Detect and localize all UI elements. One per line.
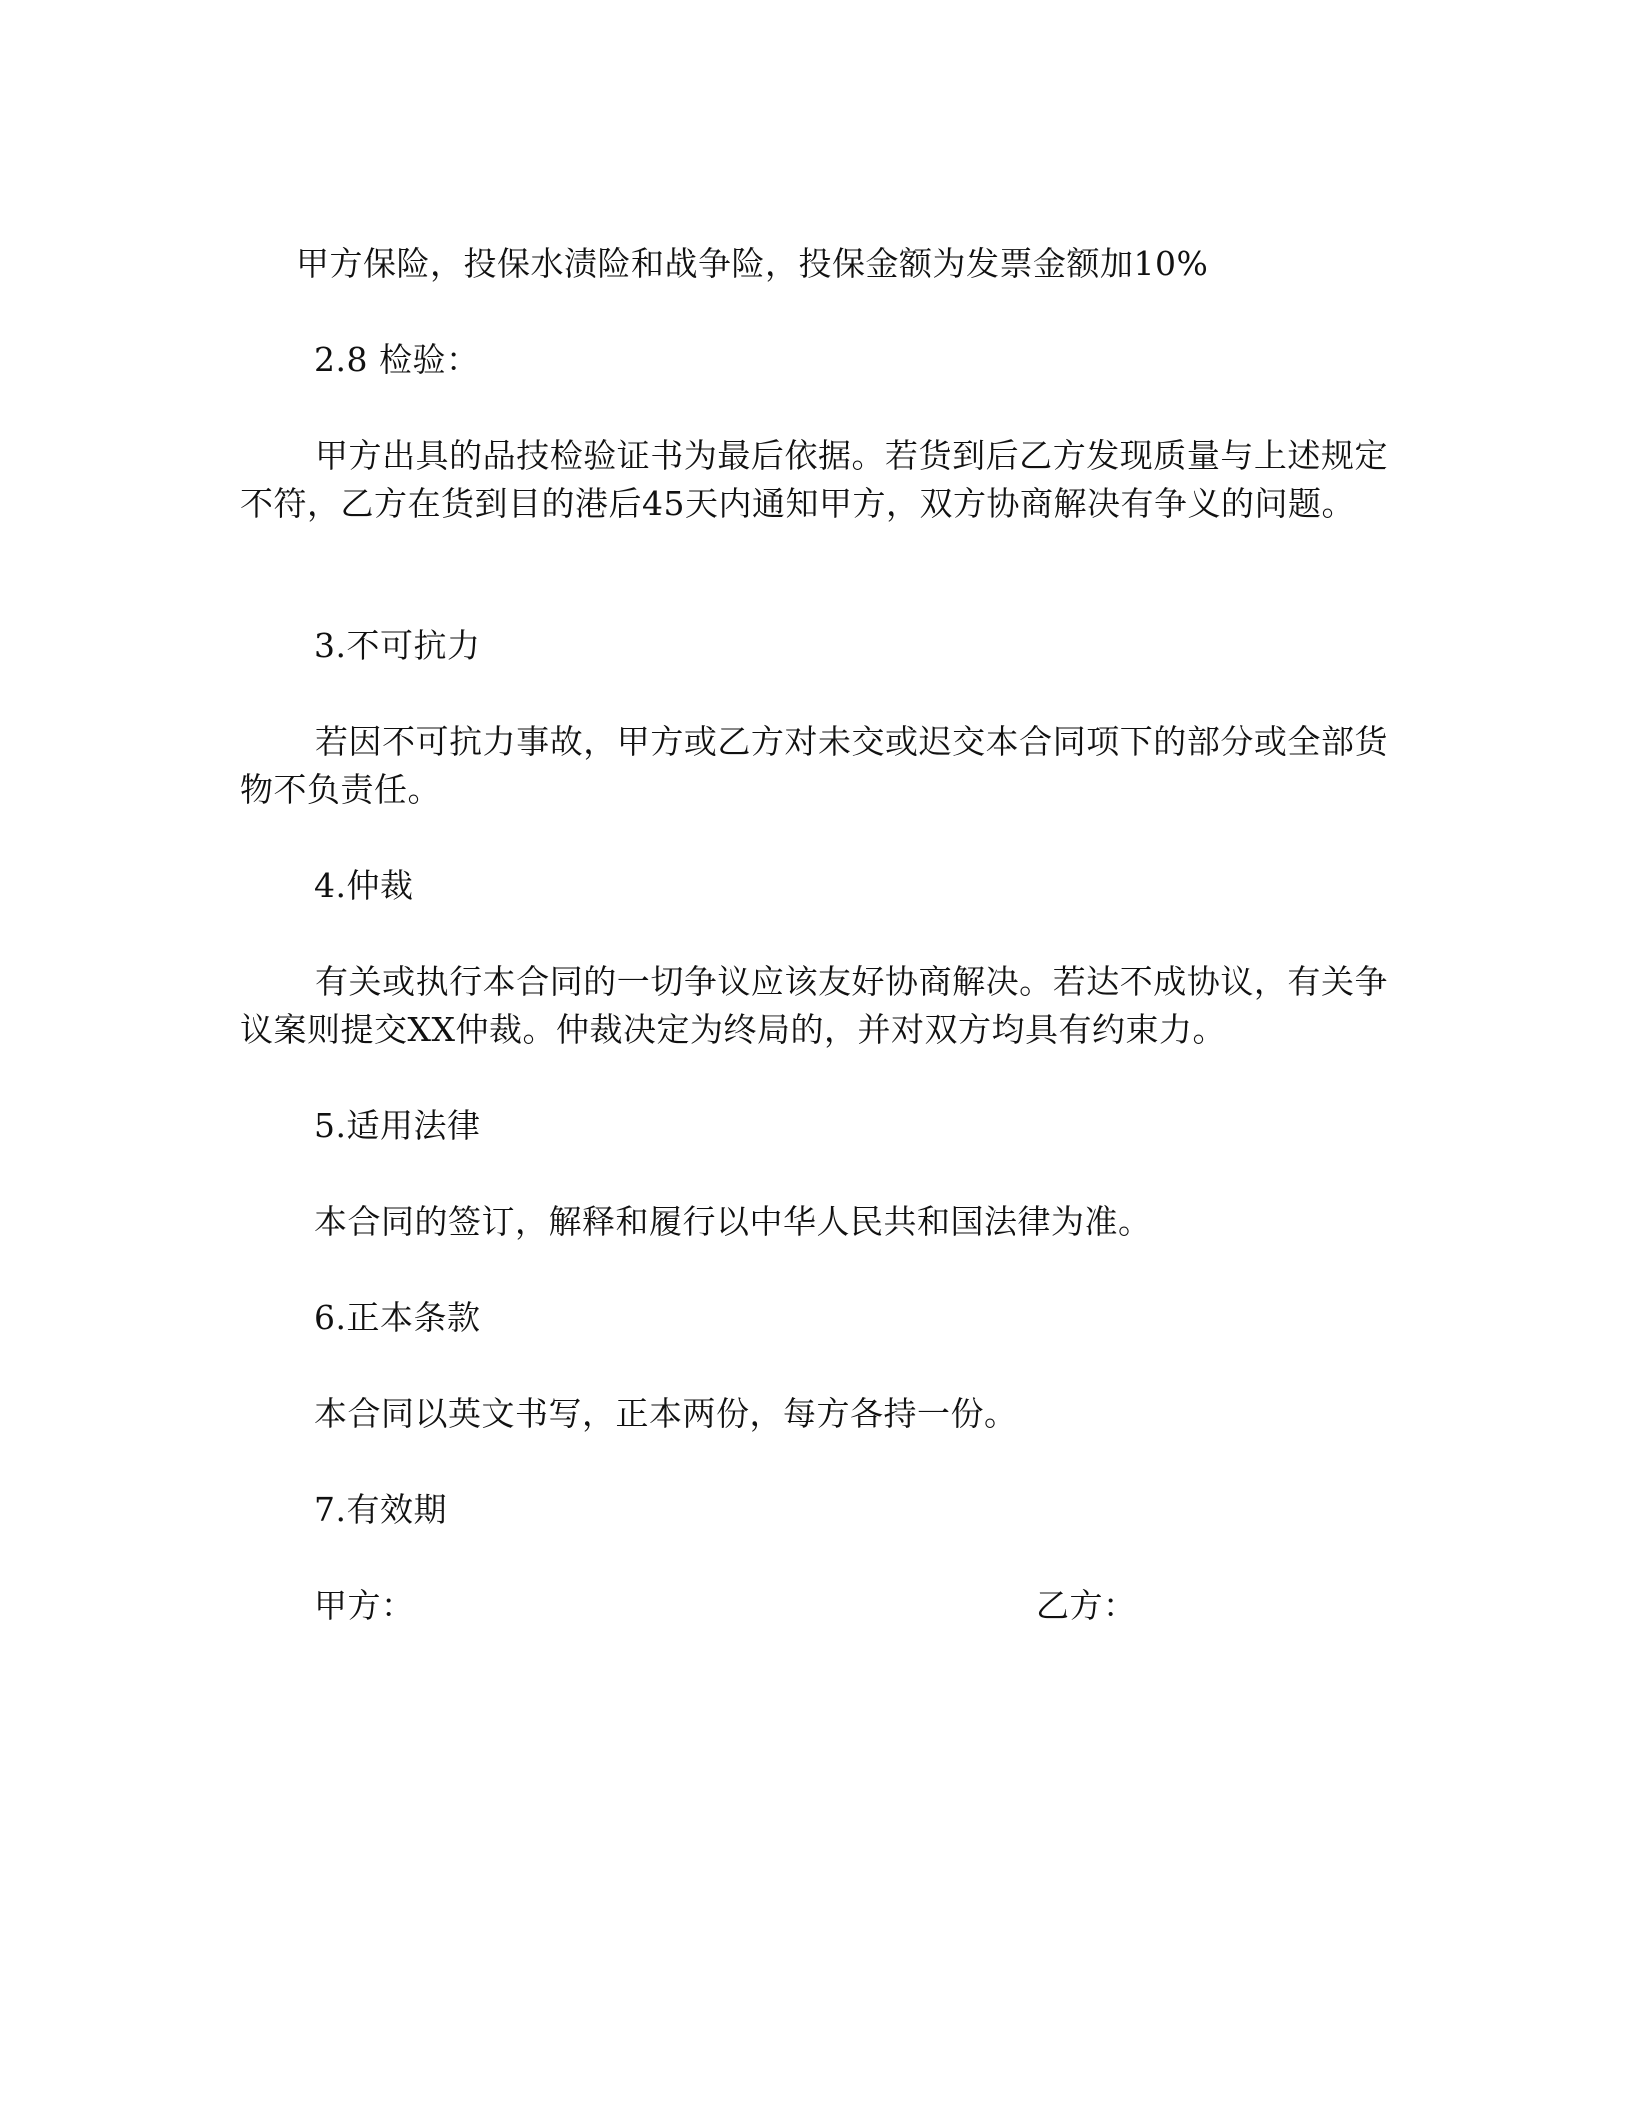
section-3-body: 若因不可抗力事故，甲方或乙方对未交或迟交本合同项下的部分或全部货物不负责任。 bbox=[240, 722, 1388, 809]
section-7-heading: 7.有效期 bbox=[314, 1490, 447, 1529]
section-5-heading: 5.适用法律 bbox=[314, 1106, 481, 1145]
section-6-heading: 6.正本条款 bbox=[314, 1298, 481, 1337]
section-2-8-heading: 2.8 检验： bbox=[314, 340, 480, 379]
section-6-body: 本合同以英文书写，正本两份，每方各持一份。 bbox=[314, 1394, 1018, 1433]
section-2-8-body: 甲方出具的品技检验证书为最后依据。若货到后乙方发现质量与上述规定不符，乙方在货到目的港后45天内通知甲方，双方协商解决有争义的问题。 bbox=[240, 436, 1388, 523]
party-a-label: 甲方： bbox=[314, 1586, 415, 1625]
section-5-body: 本合同的签订，解释和履行以中华人民共和国法律为准。 bbox=[314, 1202, 1152, 1241]
insurance-clause: 甲方保险，投保水渍险和战争险，投保金额为发票金额加10% bbox=[296, 244, 1209, 283]
section-3-heading: 3.不可抗力 bbox=[314, 626, 481, 665]
party-b-label: 乙方： bbox=[1036, 1586, 1137, 1625]
section-4-heading: 4.仲裁 bbox=[314, 866, 414, 905]
section-4-body: 有关或执行本合同的一切争议应该友好协商解决。若达不成协议，有关争议案则提交XX仲裁。仲裁决定为终局的，并对双方均具有约束力。 bbox=[240, 962, 1388, 1049]
